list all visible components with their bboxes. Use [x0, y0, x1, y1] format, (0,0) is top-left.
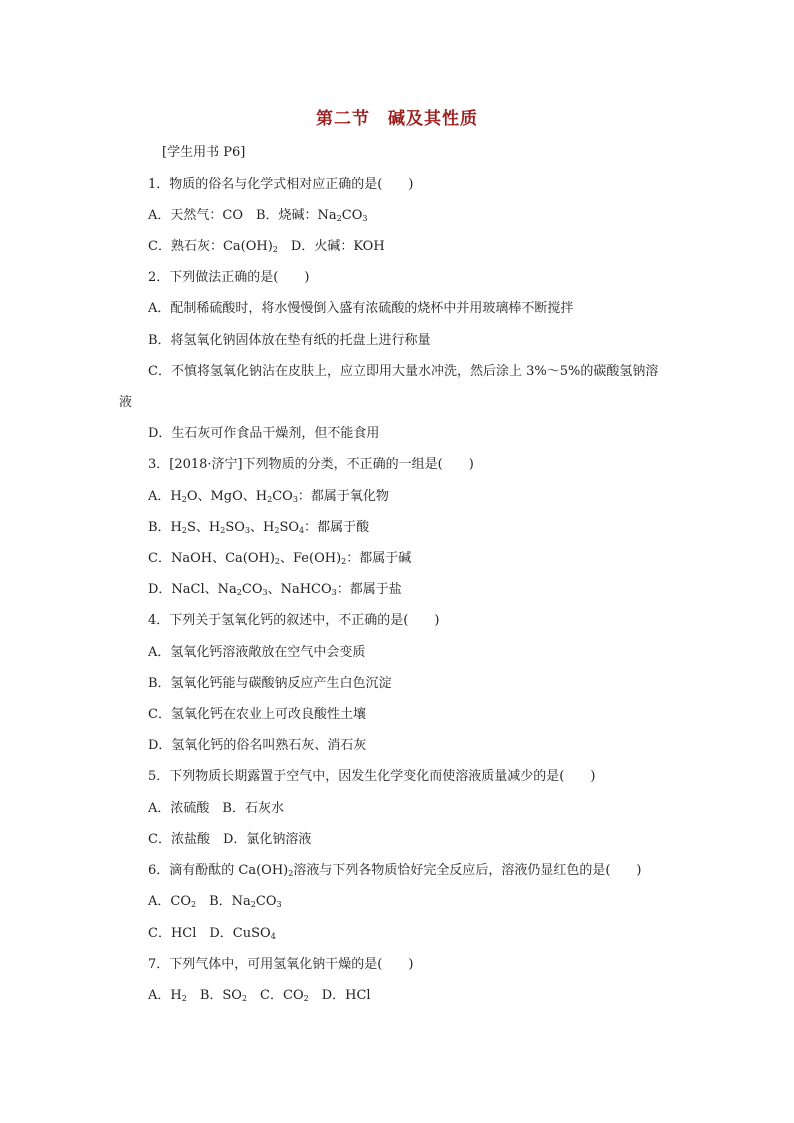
- question-5-options-ab: A．浓硫酸 B．石灰水: [148, 801, 284, 816]
- question-2-option-c: C．不慎将氢氧化钠沾在皮肤上，应立即用大量水冲洗，然后涂上 3%～5%的碳酸氢钠溶: [148, 364, 659, 379]
- question-3-option-d: D．NaCl、$Na_2CO_3$、NaHCO$_3$：都属于盐: [148, 582, 402, 597]
- question-5-stem: 5．下列物质长期露置于空气中，因发生化学变化而使溶液质量减少的是( ): [148, 769, 596, 784]
- question-6-stem: 6．滴有酚酞的 $Ca(OH)_2$溶液与下列各物质恰好完全反应后，溶液仍显红色的是( ): [148, 863, 642, 878]
- source-reference: [学生用书 P6]: [162, 145, 246, 160]
- question-3-stem: 3．[2018·济宁]下列物质的分类，不正确的一组是( ): [148, 457, 474, 472]
- question-2-option-d: D．生石灰可作食品干燥剂，但不能食用: [148, 426, 380, 441]
- question-4-option-d: D．氢氧化钙的俗名叫熟石灰、消石灰: [148, 738, 367, 753]
- question-3-option-c: C．NaOH、$Ca(OH)_2$、$Fe(OH)_2$：都属于碱: [148, 551, 412, 566]
- question-3-option-b: B．$H_2S$、$H_2SO_3$、$H_2SO_4$：都属于酸: [148, 520, 370, 535]
- question-4-option-b: B．氢氧化钙能与碳酸钠反应产生白色沉淀: [148, 676, 392, 691]
- question-6-options-cd: C．HCl D．CuSO$_4$: [148, 926, 276, 941]
- question-2-option-c-continued: 液: [119, 395, 133, 410]
- question-4-option-c: C．氢氧化钙在农业上可改良酸性土壤: [148, 707, 366, 722]
- question-1-options-cd: C．熟石灰：$Ca(OH)_2$ D．火碱：KOH: [148, 239, 385, 254]
- question-1-stem: 1．物质的俗名与化学式相对应正确的是( ): [148, 177, 414, 192]
- question-4-option-a: A．氢氧化钙溶液敞放在空气中会变质: [148, 645, 366, 660]
- question-2-option-a: A．配制稀硫酸时，将水慢慢倒入盛有浓硫酸的烧杯中并用玻璃棒不断搅拌: [148, 301, 574, 316]
- question-1-options-ab: A．天然气：CO B．烧碱：$Na_2CO_3$: [148, 208, 368, 223]
- question-7-options: A．$H_2$ B．$SO_2$ C．$CO_2$ D．HCl: [148, 988, 371, 1003]
- question-5-options-cd: C．浓盐酸 D．氯化钠溶液: [148, 832, 312, 847]
- question-2-option-b: B．将氢氧化钠固体放在垫有纸的托盘上进行称量: [148, 333, 431, 348]
- question-3-option-a: A．$H_2O$、MgO、$H_2CO_3$：都属于氧化物: [148, 489, 389, 504]
- question-6-options-ab: A．$CO_2$ B．$Na_2CO_3$: [148, 894, 282, 909]
- question-2-stem: 2．下列做法正确的是( ): [148, 270, 310, 285]
- question-4-stem: 4．下列关于氢氧化钙的叙述中，不正确的是( ): [148, 613, 440, 628]
- page-title: 第二节 碱及其性质: [316, 109, 478, 129]
- question-7-stem: 7．下列气体中，可用氢氧化钠干燥的是( ): [148, 957, 414, 972]
